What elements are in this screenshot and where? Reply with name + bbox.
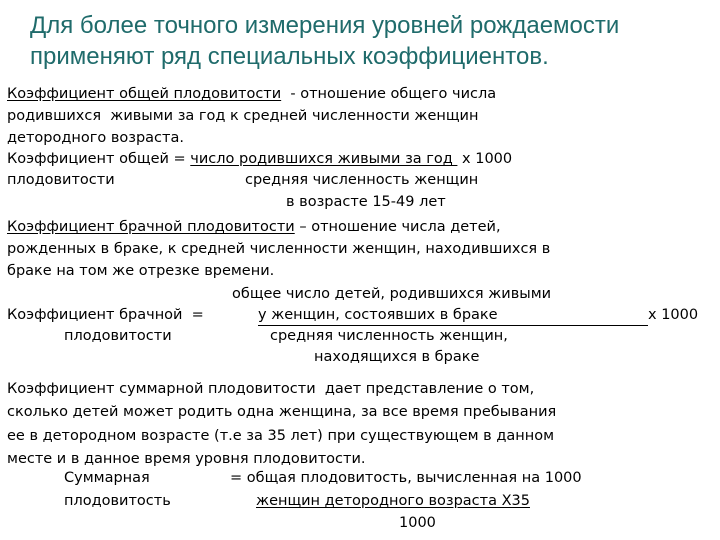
general-definition-line-2: родившихся живыми за год к средней численности женщин xyxy=(7,108,479,124)
marital-term: Коэффициент брачной плодовитости xyxy=(7,219,295,235)
general-formula-label-2: плодовитости xyxy=(7,172,115,188)
slide-title xyxy=(30,10,720,72)
marital-formula-numerator-1: общее число детей, родившихся живыми xyxy=(232,286,552,302)
title-line-2: применяют ряд специальных коэффициентов. xyxy=(30,43,549,70)
title-line-1: Для более точного измерения уровней рождаемости xyxy=(30,12,620,39)
marital-formula-multiplier: х 1000 xyxy=(648,307,699,323)
total-formula-denominator-text: женщин детородного возраста Х35 xyxy=(256,493,530,509)
general-formula-label: Коэффициент общей = xyxy=(7,151,191,167)
total-definition-line-2: сколько детей может родить одна женщина, за все время пребывания xyxy=(7,404,557,420)
total-definition-line-3: ее в детородном возрасте (т.е за 35 лет) при существующем в данном xyxy=(7,428,555,444)
marital-definition-rest: – отношение числа детей, xyxy=(294,219,501,235)
general-definition-line-1 xyxy=(7,86,496,103)
marital-formula-label-1: Коэффициент брачной = xyxy=(7,307,209,323)
general-formula-denominator-1: средняя численность женщин xyxy=(245,172,479,188)
marital-definition-line-1 xyxy=(7,219,501,236)
marital-formula-numerator-2: у женщин, состоявших в браке xyxy=(258,307,498,323)
total-definition-line-1: Коэффициент суммарной плодовитости дает представление о том, xyxy=(7,381,535,397)
marital-fraction-line xyxy=(258,325,648,326)
total-formula-denominator-1 xyxy=(256,493,530,510)
total-formula-denominator-2: 1000 xyxy=(399,515,436,531)
total-formula-numerator: = общая плодовитость, вычисленная на 1000 xyxy=(230,470,582,486)
general-definition-line-3: детородного возраста. xyxy=(7,130,184,146)
marital-formula-denominator-2: находящихся в браке xyxy=(314,349,480,365)
total-formula-label-2: плодовитость xyxy=(64,493,171,509)
general-formula-numerator: число родившихся живыми за год xyxy=(190,151,458,167)
marital-formula-label-2: плодовитости xyxy=(64,328,172,344)
marital-formula-denominator-1: средняя численность женщин, xyxy=(270,328,508,344)
marital-definition-line-2: рожденных в браке, к средней численности женщин, находившихся в xyxy=(7,241,551,257)
general-formula-denominator-2: в возрасте 15-49 лет xyxy=(286,194,446,210)
general-definition-rest: - отношение общего числа xyxy=(281,86,497,102)
total-formula-label-1: Суммарная xyxy=(64,470,150,486)
general-formula-multiplier: х 1000 xyxy=(457,151,513,167)
marital-definition-line-3: браке на том же отрезке времени. xyxy=(7,263,275,279)
general-formula-line-1 xyxy=(7,151,512,168)
general-term: Коэффициент общей плодовитости xyxy=(7,86,282,102)
total-definition-line-4: месте и в данное время уровня плодовитости. xyxy=(7,451,366,467)
